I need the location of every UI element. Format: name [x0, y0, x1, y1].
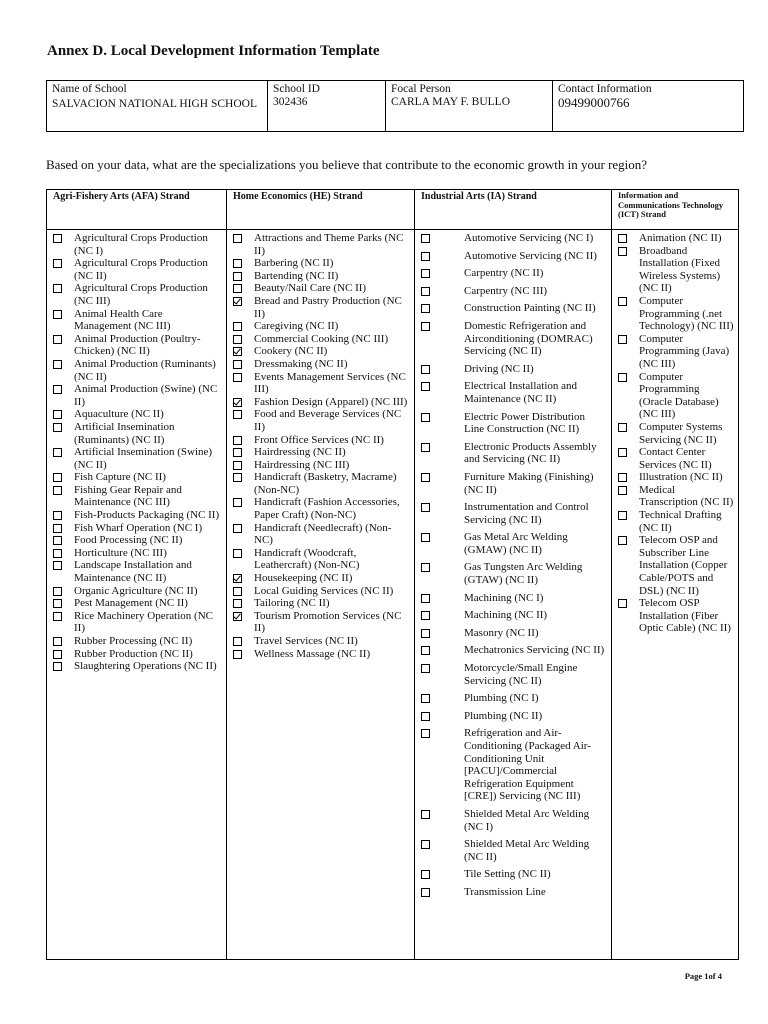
checkbox-item[interactable]	[53, 358, 222, 383]
checkbox[interactable]	[618, 247, 627, 256]
checkbox-item[interactable]	[233, 610, 410, 635]
checkbox-item[interactable]	[233, 496, 410, 521]
checked-checkbox[interactable]	[233, 297, 242, 306]
checkbox-item[interactable]	[421, 627, 607, 640]
document-title: Annex D. Local Development Information Template	[47, 43, 380, 59]
checkbox[interactable]	[421, 629, 430, 638]
checkbox-label: Gas Tungsten Arc Welding (GTAW) (NC II)	[464, 561, 583, 587]
checkbox-label: Handicraft (Fashion Accessories, Paper Craft) (Non-NC)	[254, 496, 400, 522]
checkbox-item[interactable]	[53, 308, 222, 333]
checkbox-item[interactable]	[421, 808, 607, 833]
checkbox-label: Animation (NC II)	[639, 232, 722, 244]
checkbox[interactable]	[618, 511, 627, 520]
checkbox-label: Tile Setting (NC II)	[464, 868, 551, 881]
checkbox-label: Travel Services (NC II)	[254, 635, 358, 647]
column-heading: Information and Communications Technology (ICT) Strand	[612, 190, 738, 230]
checkbox-label: Fishing Gear Repair and Maintenance (NC III)	[74, 483, 182, 509]
contact-value: 09499000766	[558, 95, 630, 110]
checkbox-item[interactable]	[233, 282, 410, 295]
checkbox-label: Computer Programming (.net Technology) (NC III)	[639, 294, 734, 333]
checkbox-label: Hairdressing (NC II)	[254, 446, 346, 459]
checkbox[interactable]	[233, 461, 242, 470]
checkbox-label: Automotive Servicing (NC II)	[464, 249, 597, 262]
checkbox-item[interactable]	[421, 267, 607, 280]
checkbox-label: Tourism Promotion Services (NC II)	[254, 609, 402, 635]
checkbox-label: Hairdressing (NC III)	[254, 458, 350, 471]
checkbox-item[interactable]	[233, 635, 410, 648]
checkbox-item[interactable]	[618, 245, 734, 295]
checkbox-item[interactable]	[421, 727, 607, 803]
checkbox-item[interactable]	[53, 509, 222, 522]
checkbox-label: Attractions and Theme Parks (NC II)	[254, 232, 404, 257]
checkbox[interactable]	[53, 423, 62, 432]
checkbox[interactable]	[233, 473, 242, 482]
item-list	[227, 230, 414, 660]
checkbox[interactable]	[233, 650, 242, 659]
checkbox-label: Plumbing (NC I)	[464, 692, 539, 705]
checkbox-label: Agricultural Crops Production (NC I)	[74, 232, 208, 257]
checkbox-label: Animal Production (Poultry-Chicken) (NC II)	[74, 332, 201, 358]
checkbox-label: Gas Metal Arc Welding (GMAW) (NC II)	[464, 531, 568, 556]
checkbox[interactable]	[53, 587, 62, 596]
checkbox-label: Horticulture (NC III)	[74, 546, 167, 559]
checkbox-label: Illustration (NC II)	[639, 471, 723, 484]
checkbox[interactable]	[421, 646, 430, 655]
checkbox-label: Mechatronics Servicing (NC II)	[464, 644, 605, 657]
checkbox-label: Bartending (NC II)	[254, 269, 339, 282]
checkbox-item[interactable]	[53, 383, 222, 408]
checkbox[interactable]	[233, 524, 242, 533]
school-id-label: School ID	[273, 83, 320, 95]
checkbox-item[interactable]	[233, 547, 410, 572]
checkbox-label: Motorcycle/Small Engine Servicing (NC II)	[464, 662, 578, 687]
checkbox[interactable]	[53, 549, 62, 558]
checkbox-label: Driving (NC II)	[464, 362, 534, 375]
checkbox[interactable]	[53, 536, 62, 545]
checkbox-item[interactable]	[421, 302, 607, 315]
checkbox-label: Agricultural Crops Production (NC III)	[74, 282, 208, 307]
checkbox-label: Domestic Refrigeration and Airconditioning (DOMRAC) Servicing (NC II)	[464, 319, 593, 358]
checkbox-item[interactable]	[421, 363, 607, 376]
checkbox-item[interactable]	[421, 662, 607, 687]
checkbox-label: Carpentry (NC III)	[464, 284, 548, 297]
checked-checkbox[interactable]	[233, 612, 242, 621]
column-ia	[415, 190, 612, 959]
checkbox-item[interactable]	[53, 597, 222, 610]
column-heading: Industrial Arts (IA) Strand	[415, 190, 611, 230]
checkbox[interactable]	[53, 524, 62, 533]
item-list	[612, 230, 738, 635]
checkbox[interactable]	[53, 486, 62, 495]
checkbox-label: Handicraft (Woodcraft, Leathercraft) (Non-NC)	[254, 546, 360, 572]
checkbox-item[interactable]	[421, 692, 607, 705]
checkbox-item[interactable]	[618, 421, 734, 446]
checkbox-label: Artificial Insemination (Swine) (NC II)	[74, 446, 213, 471]
checkbox-item[interactable]	[233, 345, 410, 358]
checkbox[interactable]	[618, 423, 627, 432]
column-heading: Home Economics (HE) Strand	[227, 190, 414, 230]
focal-person-cell	[386, 81, 553, 131]
checkbox-item[interactable]	[53, 635, 222, 648]
checkbox-label: Contact Center Services (NC II)	[639, 446, 712, 471]
checkbox-label: Bread and Pastry Production (NC II)	[254, 294, 402, 320]
checkbox-label: Computer Systems Servicing (NC II)	[639, 420, 723, 446]
checkbox-label: Housekeeping (NC II)	[254, 572, 353, 585]
checkbox-item[interactable]	[421, 285, 607, 298]
checkbox[interactable]	[53, 310, 62, 319]
checkbox-item[interactable]	[421, 501, 607, 526]
checkbox-item[interactable]	[233, 270, 410, 283]
checkbox[interactable]	[618, 599, 627, 608]
checkbox-label: Barbering (NC II)	[254, 257, 334, 270]
checkbox-item[interactable]	[618, 333, 734, 371]
checkbox-item[interactable]	[53, 585, 222, 598]
checkbox[interactable]	[53, 637, 62, 646]
checkbox[interactable]	[618, 297, 627, 306]
checkbox-item[interactable]	[618, 471, 734, 484]
checkbox-label: Pest Management (NC II)	[74, 597, 188, 610]
checkbox-label: Beauty/Nail Care (NC II)	[254, 282, 367, 295]
checkbox-label: Electrical Installation and Maintenance (NC II)	[464, 380, 578, 405]
checkbox-label: Shielded Metal Arc Welding (NC II)	[464, 838, 590, 863]
checkbox-item[interactable]	[421, 380, 607, 405]
checkbox-item[interactable]	[233, 408, 410, 433]
checkbox[interactable]	[53, 561, 62, 570]
focal-person-value: CARLA MAY F. BULLO	[391, 96, 510, 108]
contact-cell	[553, 81, 743, 131]
checkbox[interactable]	[421, 382, 430, 391]
checkbox-item[interactable]	[233, 232, 410, 257]
checkbox-item[interactable]	[53, 610, 222, 635]
checkbox[interactable]	[233, 335, 242, 344]
checkbox-label: Machining (NC II)	[464, 609, 548, 622]
checkbox-label: Broadband Installation (Fixed Wireless Systems) (NC II)	[639, 244, 721, 295]
checkbox-item[interactable]	[421, 411, 607, 436]
checkbox-label: Construction Painting (NC II)	[464, 302, 596, 315]
checkbox[interactable]	[53, 448, 62, 457]
checkbox-label: Fashion Design (Apparel) (NC III)	[254, 395, 408, 408]
checkbox-item[interactable]	[233, 358, 410, 371]
checkbox-label: Food Processing (NC II)	[74, 534, 183, 547]
checkbox[interactable]	[421, 729, 430, 738]
checkbox-label: Animal Health Care Management (NC III)	[74, 307, 171, 333]
checkbox[interactable]	[233, 234, 242, 243]
checkbox[interactable]	[421, 304, 430, 313]
checkbox-item[interactable]	[421, 250, 607, 263]
checkbox[interactable]	[53, 599, 62, 608]
checkbox-label: Commercial Cooking (NC III)	[254, 332, 389, 345]
checkbox-label: Wellness Massage (NC II)	[254, 647, 371, 660]
checkbox-label: Computer Programming (Oracle Database) (NC III)	[639, 370, 719, 421]
checkbox[interactable]	[53, 410, 62, 419]
checkbox[interactable]	[233, 322, 242, 331]
checkbox[interactable]	[233, 549, 242, 558]
checkbox-label: Refrigeration and Air-Conditioning (Packaged Air-Conditioning Unit [PACU]/Commercial Refrigeration Equipment [CRE]) Servicing (NC III)	[464, 727, 591, 803]
checkbox-item[interactable]	[233, 459, 410, 472]
school-name-label: Name of School	[52, 83, 127, 95]
checkbox[interactable]	[233, 587, 242, 596]
checkbox[interactable]	[421, 269, 430, 278]
checked-checkbox[interactable]	[233, 574, 242, 583]
question-text: Based on your data, what are the specializations you believe that contribute to the economic growth in your region?	[46, 157, 648, 172]
checkbox-label: Rice Machinery Operation (NC II)	[74, 609, 213, 635]
checkbox-item[interactable]	[53, 547, 222, 560]
checkbox-item[interactable]	[233, 471, 410, 496]
checkbox-label: Agricultural Crops Production (NC II)	[74, 257, 208, 282]
checkbox-item[interactable]	[53, 333, 222, 358]
checkbox-item[interactable]	[421, 592, 607, 605]
checkbox-item[interactable]	[53, 648, 222, 661]
checkbox-item[interactable]	[233, 257, 410, 270]
checkbox[interactable]	[53, 662, 62, 671]
checkbox-item[interactable]	[233, 597, 410, 610]
checkbox[interactable]	[233, 436, 242, 445]
checkbox[interactable]	[53, 360, 62, 369]
checkbox-item[interactable]	[421, 644, 607, 657]
item-list	[47, 230, 226, 673]
checkbox[interactable]	[618, 536, 627, 545]
checkbox-label: Food and Beverage Services (NC II)	[254, 408, 402, 433]
checkbox-item[interactable]	[421, 838, 607, 863]
checkbox[interactable]	[421, 503, 430, 512]
checkbox-label: Shielded Metal Arc Welding (NC I)	[464, 807, 590, 833]
checkbox-item[interactable]	[53, 484, 222, 509]
checkbox-label: Tailoring (NC II)	[254, 597, 330, 610]
checkbox-label: Local Guiding Services (NC II)	[254, 584, 394, 597]
checkbox-label: Automotive Servicing (NC I)	[464, 232, 594, 244]
checkbox-label: Animal Production (Ruminants) (NC II)	[74, 357, 216, 383]
checkbox-label: Artificial Insemination (Ruminants) (NC II)	[74, 420, 175, 446]
checkbox-item[interactable]	[53, 660, 222, 673]
checkbox-label: Electronic Products Assembly and Servicing (NC II)	[464, 440, 597, 466]
checkbox-item[interactable]	[53, 257, 222, 282]
checkbox[interactable]	[53, 511, 62, 520]
checkbox[interactable]	[421, 322, 430, 331]
item-list	[415, 230, 611, 899]
checkbox-item[interactable]	[233, 572, 410, 585]
checkbox-item[interactable]	[53, 446, 222, 471]
checkbox-item[interactable]	[233, 396, 410, 409]
checkbox-label: Machining (NC I)	[464, 591, 544, 604]
checkbox-label: Instrumentation and Control Servicing (NC II)	[464, 501, 589, 526]
checkbox[interactable]	[53, 234, 62, 243]
checkbox[interactable]	[618, 473, 627, 482]
checkbox-label: Rubber Processing (NC II)	[74, 635, 193, 647]
checkbox-item[interactable]	[53, 522, 222, 535]
checkbox-label: Organic Agriculture (NC II)	[74, 584, 198, 597]
checkbox-item[interactable]	[618, 484, 734, 509]
checkbox-item[interactable]	[233, 295, 410, 320]
checkbox[interactable]	[233, 259, 242, 268]
checkbox-item[interactable]	[618, 597, 734, 635]
checkbox[interactable]	[421, 533, 430, 542]
checkbox[interactable]	[233, 373, 242, 382]
checkbox-label: Handicraft (Needlecraft) (Non-NC)	[254, 521, 392, 547]
checkbox[interactable]	[421, 712, 430, 721]
checkbox[interactable]	[53, 650, 62, 659]
checkbox[interactable]	[233, 284, 242, 293]
specializations-table	[46, 189, 739, 960]
checkbox-label: Fish-Products Packaging (NC II)	[74, 509, 220, 522]
checkbox-label: Front Office Services (NC II)	[254, 433, 384, 446]
checkbox-label: Plumbing (NC II)	[464, 709, 543, 722]
checkbox-item[interactable]	[53, 421, 222, 446]
checkbox-item[interactable]	[421, 609, 607, 622]
column-he	[227, 190, 415, 959]
checkbox[interactable]	[421, 594, 430, 603]
page-number: Page 1of 4	[684, 971, 722, 981]
checkbox[interactable]	[233, 599, 242, 608]
checkbox[interactable]	[421, 443, 430, 452]
checkbox[interactable]	[421, 611, 430, 620]
checkbox-item[interactable]	[233, 585, 410, 598]
checkbox-item[interactable]	[233, 333, 410, 346]
checkbox-item[interactable]	[421, 471, 607, 496]
checkbox-item[interactable]	[618, 371, 734, 421]
checkbox-label: Telecom OSP Installation (Fiber Optic Cable) (NC II)	[639, 597, 731, 635]
school-id-cell	[268, 81, 386, 131]
checkbox-label: Telecom OSP and Subscriber Line Installation (Copper Cable/POTS and DSL) (NC II)	[639, 534, 728, 597]
checkbox-label: Medical Transcription (NC II)	[639, 483, 734, 509]
column-afa	[47, 190, 227, 959]
checked-checkbox[interactable]	[233, 398, 242, 407]
checkbox[interactable]	[233, 410, 242, 419]
checkbox-label: Furniture Making (Finishing) (NC II)	[464, 470, 594, 496]
checkbox[interactable]	[421, 563, 430, 572]
checkbox-label: Carpentry (NC II)	[464, 267, 544, 280]
checkbox-item[interactable]	[618, 446, 734, 471]
checkbox-item[interactable]	[421, 320, 607, 358]
checkbox-item[interactable]	[53, 282, 222, 307]
checkbox[interactable]	[233, 272, 242, 281]
checkbox-item[interactable]	[618, 232, 734, 245]
checkbox[interactable]	[421, 694, 430, 703]
checkbox[interactable]	[618, 234, 627, 243]
checkbox[interactable]	[421, 810, 430, 819]
checkbox-item[interactable]	[421, 441, 607, 466]
checkbox-item[interactable]	[421, 232, 607, 245]
checkbox-label: Slaughtering Operations (NC II)	[74, 660, 217, 673]
checked-checkbox[interactable]	[233, 347, 242, 356]
checkbox[interactable]	[233, 637, 242, 646]
checkbox-item[interactable]	[421, 561, 607, 586]
checkbox[interactable]	[421, 413, 430, 422]
checkbox[interactable]	[421, 287, 430, 296]
checkbox-label: Electric Power Distribution Line Construction (NC II)	[464, 410, 585, 436]
checkbox[interactable]	[421, 365, 430, 374]
checkbox-item[interactable]	[421, 710, 607, 723]
checkbox-item[interactable]	[233, 648, 410, 661]
checkbox-label: Computer Programming (Java) (NC III)	[639, 332, 730, 370]
checkbox-item[interactable]	[53, 471, 222, 484]
checkbox-label: Events Management Services (NC III)	[254, 370, 406, 396]
checkbox[interactable]	[618, 448, 627, 457]
school-id-value: 302436	[273, 96, 308, 108]
focal-person-label: Focal Person	[391, 83, 451, 95]
school-name-value: SALVACION NATIONAL HIGH SCHOOL	[52, 98, 257, 110]
checkbox[interactable]	[618, 486, 627, 495]
checkbox-item[interactable]	[421, 531, 607, 556]
checkbox-item[interactable]	[53, 534, 222, 547]
checkbox-item[interactable]	[421, 886, 607, 899]
checkbox-label: Landscape Installation and Maintenance (NC II)	[74, 559, 192, 585]
checkbox-item[interactable]	[233, 522, 410, 547]
checkbox-item[interactable]	[233, 371, 410, 396]
checkbox-item[interactable]	[618, 534, 734, 597]
checkbox[interactable]	[53, 612, 62, 621]
checkbox[interactable]	[233, 498, 242, 507]
school-info-table	[46, 80, 744, 132]
checkbox[interactable]	[421, 664, 430, 673]
school-name-cell	[47, 81, 268, 131]
checkbox-label: Rubber Production (NC II)	[74, 647, 193, 660]
checkbox-item[interactable]	[618, 295, 734, 333]
checkbox-label: Handicraft (Basketry, Macrame) (Non-NC)	[254, 471, 397, 496]
checkbox-label: Transmission Line	[464, 885, 546, 898]
checkbox[interactable]	[53, 335, 62, 344]
checkbox[interactable]	[53, 385, 62, 394]
checkbox[interactable]	[233, 360, 242, 369]
checkbox-label: Fish Wharf Operation (NC I)	[74, 521, 203, 534]
checkbox[interactable]	[421, 888, 430, 897]
column-ict	[612, 190, 738, 959]
contact-label: Contact Information	[558, 83, 652, 95]
checkbox-label: Cookery (NC II)	[254, 345, 328, 358]
checkbox-label: Aquaculture (NC II)	[74, 408, 164, 421]
checkbox[interactable]	[233, 448, 242, 457]
checkbox-label: Dressmaking (NC II)	[254, 357, 348, 370]
checkbox-label: Fish Capture (NC II)	[74, 471, 166, 484]
column-heading: Agri-Fishery Arts (AFA) Strand	[47, 190, 226, 230]
checkbox[interactable]	[53, 473, 62, 482]
checkbox-item[interactable]	[53, 232, 222, 257]
checkbox[interactable]	[618, 335, 627, 344]
checkbox[interactable]	[421, 840, 430, 849]
checkbox-item[interactable]	[53, 559, 222, 584]
checkbox-item[interactable]	[618, 509, 734, 534]
checkbox-item[interactable]	[233, 434, 410, 447]
checkbox-label: Caregiving (NC II)	[254, 320, 339, 333]
checkbox-item[interactable]	[233, 320, 410, 333]
checkbox-item[interactable]	[421, 868, 607, 881]
checkbox-label: Animal Production (Swine) (NC II)	[74, 383, 218, 408]
checkbox-item[interactable]	[53, 408, 222, 421]
checkbox[interactable]	[421, 473, 430, 482]
checkbox[interactable]	[53, 284, 62, 293]
checkbox[interactable]	[421, 234, 430, 243]
checkbox-label: Technical Drafting (NC II)	[639, 509, 722, 534]
checkbox[interactable]	[618, 373, 627, 382]
checkbox[interactable]	[421, 252, 430, 261]
checkbox-item[interactable]	[233, 446, 410, 459]
checkbox-label: Masonry (NC II)	[464, 626, 539, 639]
checkbox[interactable]	[421, 870, 430, 879]
checkbox[interactable]	[53, 259, 62, 268]
